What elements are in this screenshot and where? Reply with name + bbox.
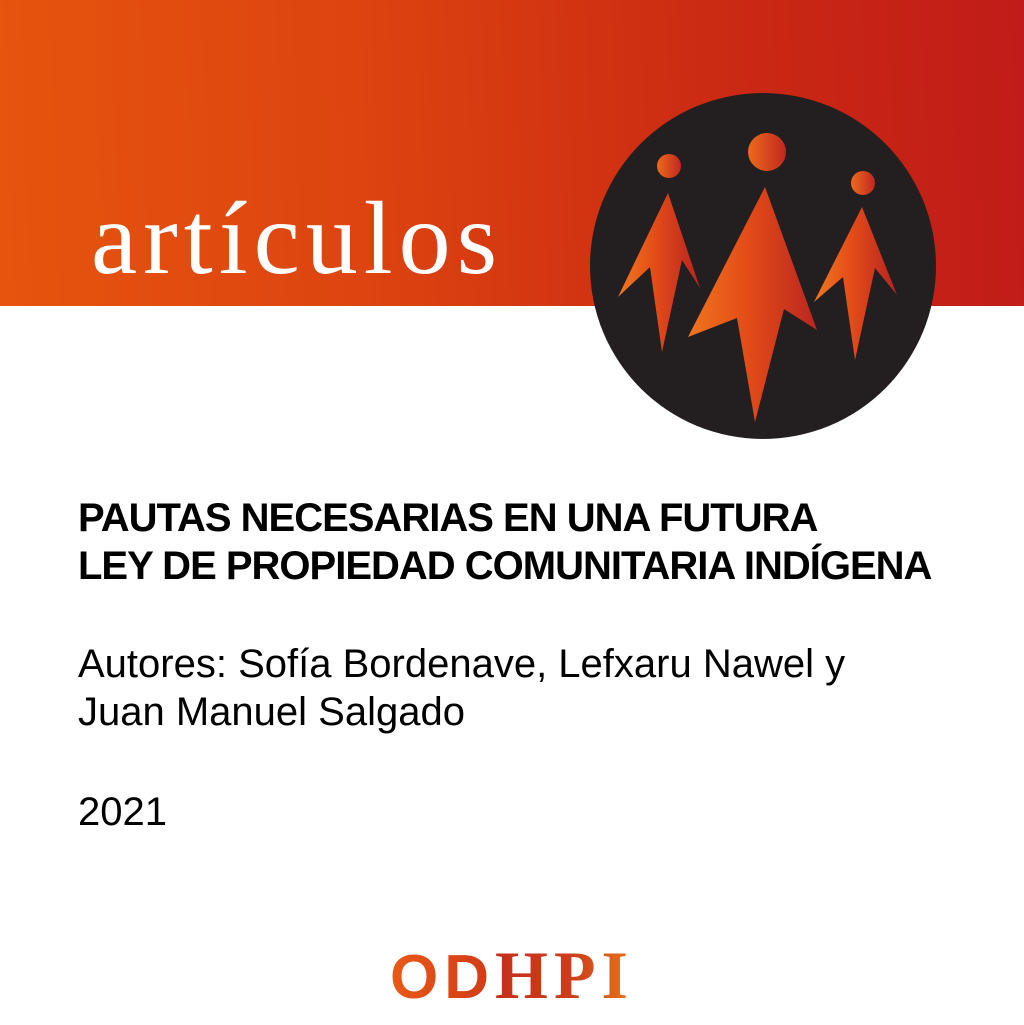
odhpi-wordmark-hpi: HPI [495,937,634,1013]
odhpi-wordmark [0,937,1024,1025]
odhpi-figures-logo [588,91,940,443]
figure-head-icon [748,133,786,171]
authors-line-2: Juan Manuel Salgado [78,690,465,734]
banner-title: artículos [91,181,504,296]
year: 2021 [78,790,167,834]
page-title [78,494,931,590]
logo-svg [588,91,940,443]
odhpi-wordmark-od: OD [390,943,496,1012]
authors-line-1: Autores: Sofía Bordenave, Lefxaru Nawel y [78,642,846,686]
title-line-2: LEY DE PROPIEDAD COMUNITARIA INDÍGENA [78,544,932,588]
figure-head-icon [851,171,875,195]
title-line-1: PAUTAS NECESARIAS EN UNA FUTURA [78,496,818,540]
figure-head-icon [657,154,681,178]
authors [78,640,845,736]
